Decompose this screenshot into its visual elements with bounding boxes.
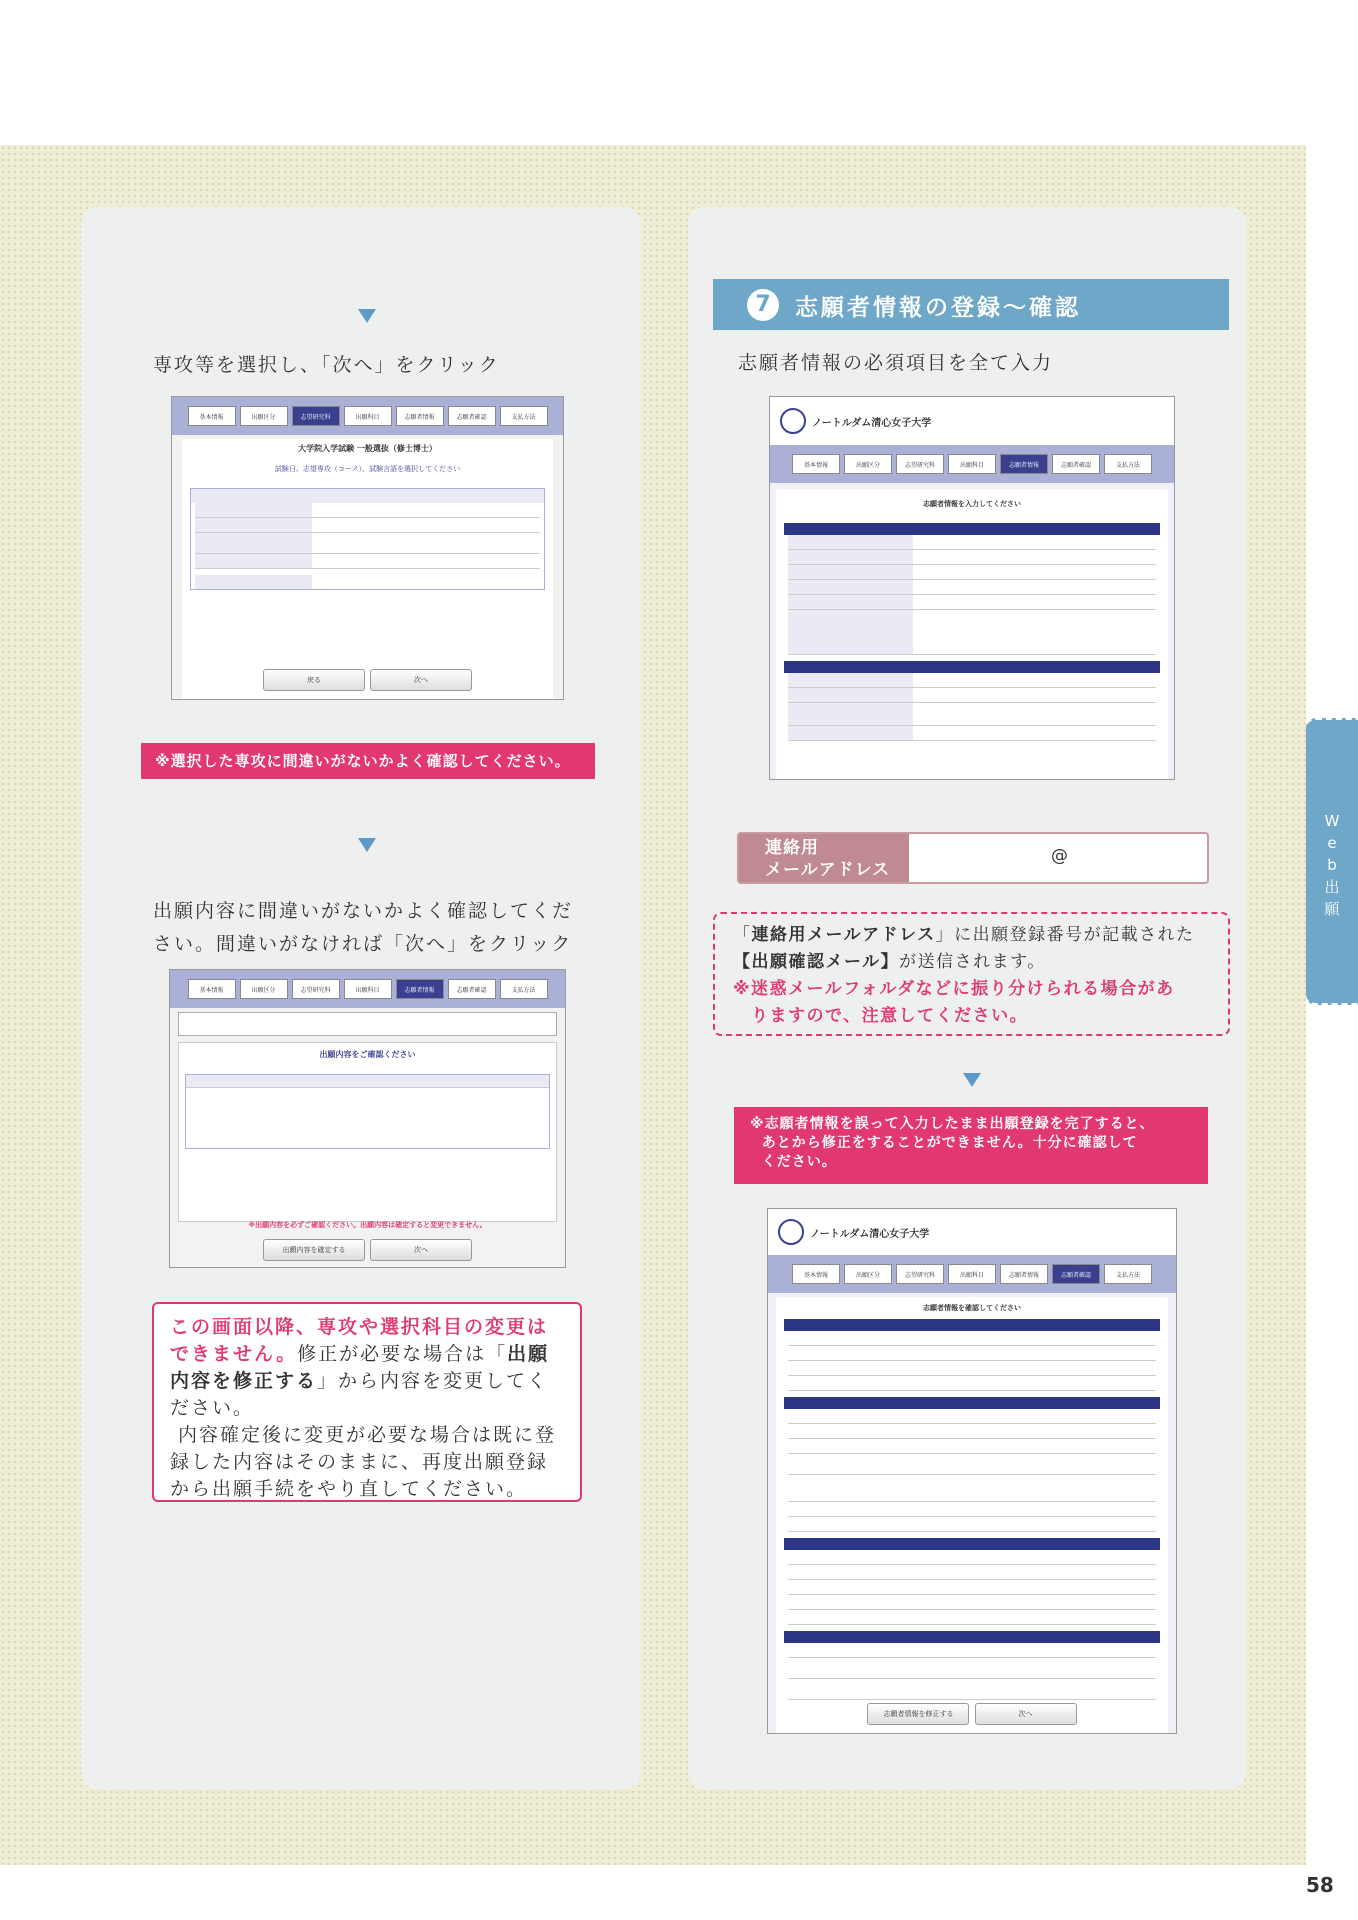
screenshot-input-applicant: ノートルダム清心女子大学 基本情報 出願区分 志望研究科 出願科目 志願者情報 志願者確認 支払方法 志願者情報を入力してください	[769, 396, 1175, 780]
section-title: 志願者情報の登録～確認	[795, 295, 1081, 321]
shot1-title: 大学院入学試験 一般選抜（修士博士）	[298, 444, 437, 453]
shot4-title: 志願者情報を確認してください	[923, 1304, 1021, 1312]
shot3-title: 志願者情報を入力してください	[923, 500, 1021, 508]
no-change-note: この画面以降、専攻や選択科目の変更はできません。修正が必要な場合は「出願内容を修正する」から内容を変更してください。 内容確定後に変更が必要な場合は既に登録した内容はそのままに、再度出願登録から出願手続をやり直してください。	[152, 1302, 582, 1502]
section-header	[713, 279, 1229, 330]
shot2-warning: ※出願内容を必ずご確認ください。出願内容は確定すると変更できません。	[248, 1221, 487, 1229]
email-field-sample	[737, 832, 1209, 884]
university-logo-icon	[778, 1219, 804, 1245]
shot4-next-button[interactable]: 次へ	[975, 1703, 1077, 1725]
step-input-text: 志願者情報の必須項目を全て入力	[738, 352, 1054, 374]
email-at-sign: @	[1051, 846, 1068, 866]
shot2-next-button[interactable]: 次へ	[370, 1239, 472, 1261]
university-name: ノートルダム清心女子大学	[812, 417, 932, 429]
email-notice: 「連絡用メールアドレス」に出願登録番号が記載された 【出願確認メール】が送信されます。 ※迷惑メールフォルダなどに振り分けられる場合があ りますので、注意してください。	[713, 912, 1230, 1036]
down-arrow-icon	[358, 838, 376, 852]
shot1-back-button[interactable]: 戻る	[263, 669, 365, 691]
screenshot-confirm-application: 基本情報 出願区分 志望研究科 出願科目 志願者情報 志願者確認 支払方法 出願内容をご確認ください ※出願内容を必ずご確認ください。出願内容は確定すると変更できません。 出願内容を確定する 次へ	[169, 969, 566, 1268]
page-number: 58	[1306, 1873, 1334, 1897]
screenshot-confirm-applicant: ノートルダム清心女子大学 基本情報 出願区分 志望研究科 出願科目 志願者情報 志願者確認 支払方法 志願者情報を確認してください 志願者情報を修正する 次へ	[767, 1208, 1177, 1734]
applicant-warning-box: ※志願者情報を誤って入力したまま出願登録を完了すると、 あとから修正をすることができません。十分に確認して ください。	[734, 1107, 1208, 1184]
shot2-title: 出願内容をご確認ください	[319, 1050, 416, 1059]
shot1-subtitle: 試験日、志望専攻（コース）、試験言語を選択してください	[274, 465, 461, 473]
down-arrow-icon	[358, 309, 376, 323]
major-warning-box: ※選択した専攻に間違いがないかよく確認してください。	[141, 743, 595, 779]
email-label: 連絡用 メールアドレス	[739, 834, 909, 882]
section-number-badge: 7	[747, 289, 779, 321]
university-logo-icon	[780, 408, 806, 434]
screenshot-select-major: 基本情報 出願区分 志望研究科 出願科目 志願者情報 志願者確認 支払方法 大学院入学試験 一般選抜（修士博士） 試験日、志望専攻（コース）、試験言語を選択してください 戻る 次へ	[171, 396, 564, 700]
shot2-confirm-button[interactable]: 出願内容を確定する	[263, 1239, 365, 1261]
web-application-side-tab: W e b 出 願	[1306, 718, 1358, 1005]
university-name: ノートルダム清心女子大学	[810, 1228, 930, 1240]
step-select-major-text: 専攻等を選択し、「次へ」をクリック	[153, 354, 500, 376]
step-confirm-text: 出願内容に間違いがないかよく確認してくだ さい。間違いがなければ「次へ」をクリック	[153, 900, 574, 955]
down-arrow-icon	[963, 1073, 981, 1087]
shot4-edit-button[interactable]: 志願者情報を修正する	[867, 1703, 969, 1725]
shot1-next-button[interactable]: 次へ	[370, 669, 472, 691]
